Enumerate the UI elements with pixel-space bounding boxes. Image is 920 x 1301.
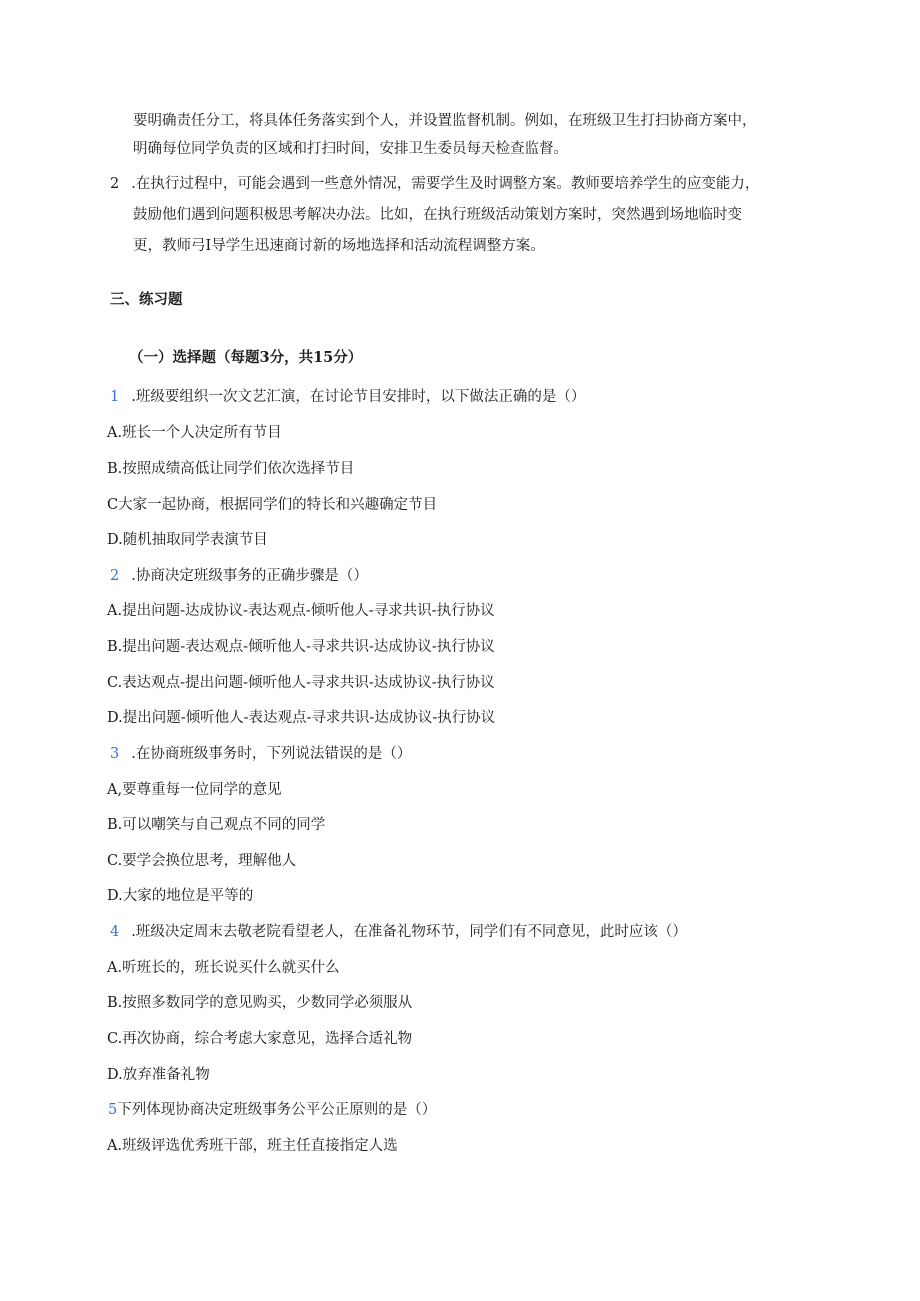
subsection-title: （一）选择题（每题3分，共15分） xyxy=(129,349,363,366)
option-2b: B.提出问题-表达观点-倾听他人-寻求共识-达成协议-执行协议 xyxy=(107,639,495,655)
question-text: .协商决定班级事务的正确步骤是（） xyxy=(131,568,368,584)
question-number: 2 xyxy=(110,568,120,584)
option-3b: B.可以嘲笑与自己观点不同的同学 xyxy=(107,817,326,833)
option-3a: A,要尊重每一位同学的意见 xyxy=(107,782,282,798)
question-5 xyxy=(108,1100,436,1120)
point-2-number: 2 xyxy=(110,176,120,192)
question-3 xyxy=(110,744,411,764)
section-title: 三、练习题 xyxy=(110,291,183,308)
question-1 xyxy=(110,387,585,407)
option-5a: A.班级评选优秀班干部，班主任直接指定人选 xyxy=(107,1138,398,1154)
option-1c: C大家一起协商，根据同学们的特长和兴趣确定节目 xyxy=(107,497,438,513)
option-4b: B.按照多数同学的意见购买，少数同学必须服从 xyxy=(107,995,413,1011)
question-2 xyxy=(110,566,368,586)
question-text: .班级要组织一次文艺汇演，在讨论节目安排时，以下做法正确的是（） xyxy=(131,389,586,405)
intro-line-2: 明确每位同学负责的区域和打扫时间，安排卫生委员每天检查监督。 xyxy=(133,141,568,157)
question-text: 下列体现协商决定班级事务公平公正原则的是（） xyxy=(117,1102,437,1118)
point-2-text: .在执行过程中，可能会遇到一些意外情况，需要学生及时调整方案。教师要培养学生的应变能力， xyxy=(131,176,760,192)
option-1b: B.按照成绩高低让同学们依次选择节目 xyxy=(107,461,355,477)
option-2d: D.提出问题-倾听他人-表达观点-寻求共识-达成协议-执行协议 xyxy=(107,710,496,726)
intro-line-1: 要明确责任分工，将具体任务落实到个人，并设置监督机制。例如，在班级卫生打扫协商方案中， xyxy=(133,113,757,129)
point-2-line-3: 更，教师弓I导学生迅速商讨新的场地选择和活动流程调整方案。 xyxy=(133,238,545,254)
point-2-line-1 xyxy=(110,174,759,194)
question-number: 4 xyxy=(110,924,120,940)
question-number: 1 xyxy=(110,389,120,405)
point-2-line-2: 鼓励他们遇到问题积极思考解决办法。比如，在执行班级活动策划方案时，突然遇到场地临时变 xyxy=(133,207,742,223)
question-4 xyxy=(110,922,687,942)
question-number: 3 xyxy=(110,746,120,762)
option-1a: A.班长一个人决定所有节目 xyxy=(107,425,282,441)
option-2a: A.提出问题-达成协议-表达观点-倾听他人-寻求共识-执行协议 xyxy=(107,603,495,619)
option-4a: A.听班长的，班长说买什么就买什么 xyxy=(107,960,340,976)
option-4d: D.放弃准备礼物 xyxy=(107,1067,210,1083)
question-text: .在协商班级事务时，下列说法错误的是（） xyxy=(131,746,412,762)
option-3c: C.要学会换位思考，理解他人 xyxy=(107,853,297,869)
question-number: 5 xyxy=(108,1102,118,1118)
option-1d: D.随机抽取同学表演节目 xyxy=(107,532,268,548)
option-4c: C.再次协商，综合考虑大家意见，选择合适礼物 xyxy=(107,1031,413,1047)
question-text: .班级决定周末去敬老院看望老人，在准备礼物环节，同学们有不同意见，此时应该（） xyxy=(131,924,687,940)
option-3d: D.大家的地位是平等的 xyxy=(107,888,254,904)
option-2c: C.表达观点-提出问题-倾听他人-寻求共识-达成协议-执行协议 xyxy=(107,675,495,691)
